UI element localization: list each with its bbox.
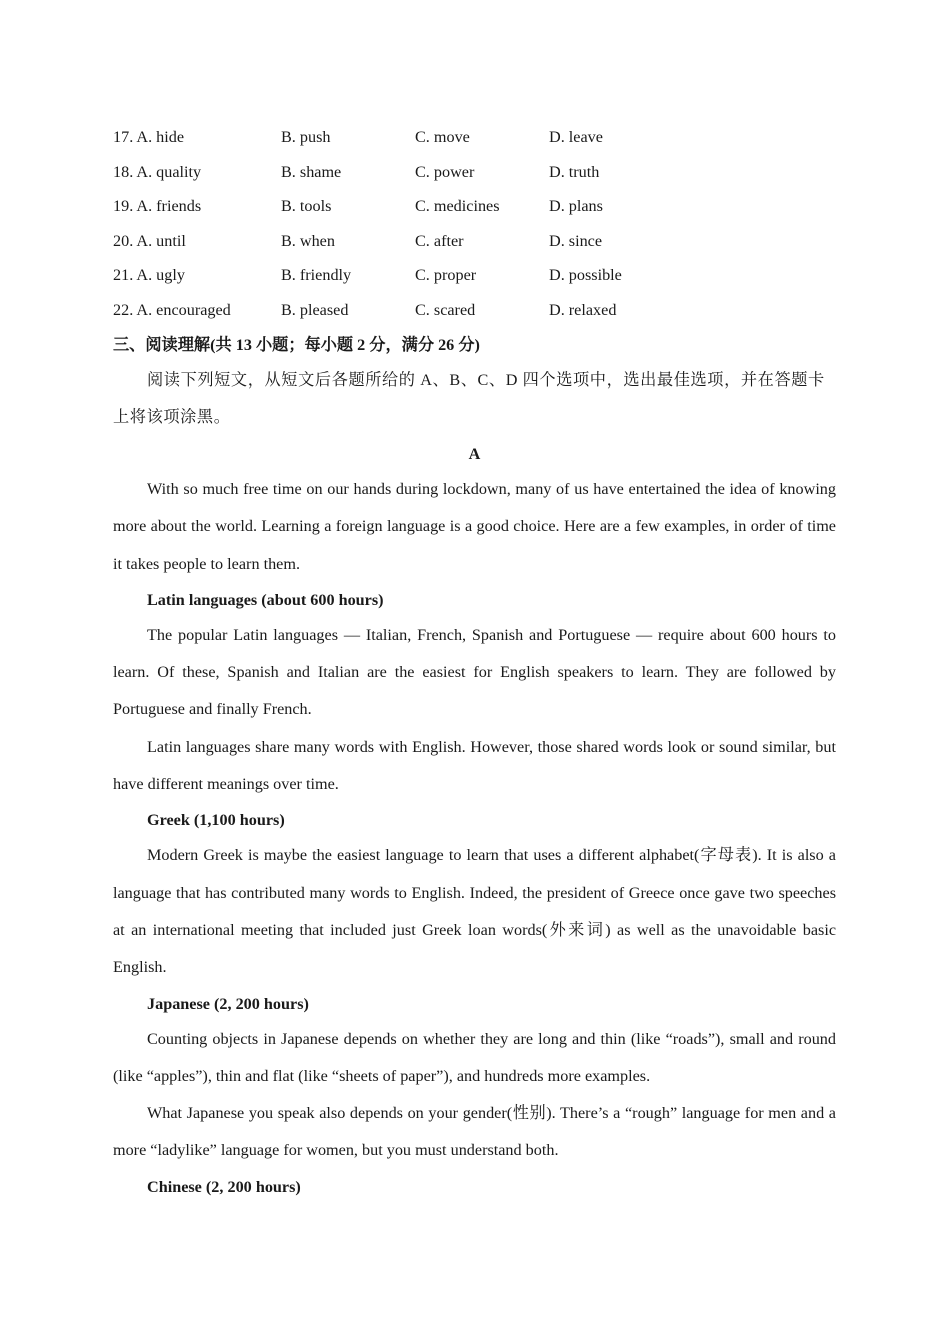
- option-b: B. tools: [281, 197, 332, 215]
- question-row: [113, 189, 836, 224]
- passage-title: A: [468, 445, 481, 463]
- option-d: D. since: [549, 231, 603, 250]
- question-row: [113, 120, 836, 155]
- option-d: D. relaxed: [549, 300, 617, 319]
- greek-paragraph: Modern Greek is maybe the easiest language to learn that uses a different alphabet(字母表). It is also a language that has contributed many words to English. Indeed, the president of Greece once gave two speeches at an international meeting that included just Greek loan words(外来词) as well as the unavoidable basic English.: [113, 846, 836, 977]
- question-row: [113, 155, 836, 190]
- subhead-japanese: Japanese (2, 200 hours): [147, 994, 309, 1013]
- option-c: C. power: [415, 162, 475, 181]
- section-instruction: 阅读下列短文，从短文后各题所给的 A、B、C、D 四个选项中，选出最佳选项，并在答题卡上将该项涂黑。: [113, 371, 825, 426]
- option-c: C. scared: [415, 300, 476, 319]
- option-b: B. when: [281, 231, 335, 250]
- question-row: [113, 293, 836, 328]
- question-row: [113, 224, 836, 259]
- latin-paragraph-2: Latin languages share many words with English. However, those shared words look or sound similar, but have different meanings over time.: [113, 737, 836, 794]
- japanese-paragraph-2: What Japanese you speak also depends on your gender(性别). There’s a “rough” language for men and a more “ladylike” language for women, but you must understand both.: [113, 1104, 836, 1160]
- option-a: 18. A. quality: [113, 162, 202, 181]
- passage-intro: With so much free time on our hands during lockdown, many of us have entertained the idea of knowing more about the world. Learning a foreign language is a good choice. Here are a few examples, in order of time it takes people to learn them.: [113, 480, 836, 573]
- option-b: B. push: [281, 128, 331, 146]
- exam-page: [113, 120, 836, 1204]
- option-c: C. move: [415, 128, 470, 146]
- question-list: [113, 120, 836, 327]
- japanese-paragraph-1: Counting objects in Japanese depends on whether they are long and thin (like “roads”), small and round (like “apples”), thin and flat (like “sheets of paper”), and hundreds more examples.: [113, 1029, 836, 1085]
- latin-paragraph-1: The popular Latin languages — Italian, French, Spanish and Portuguese — require about 600 hours to learn. Of these, Spanish and Italian are the easiest for English speakers to learn. They are followed by Portuguese and finally French.: [113, 625, 836, 719]
- option-a: 22. A. encouraged: [113, 300, 231, 319]
- option-d: D. truth: [549, 162, 600, 181]
- option-d: D. possible: [549, 266, 622, 284]
- subhead-greek: Greek (1,100 hours): [147, 811, 285, 830]
- subhead-latin: Latin languages (about 600 hours): [147, 590, 384, 609]
- option-a: 21. A. ugly: [113, 266, 185, 284]
- section-title: 三、阅读理解(共 13 小题；每小题 2 分，满分 26 分): [113, 336, 480, 354]
- option-c: C. after: [415, 231, 464, 250]
- option-c: C. medicines: [415, 197, 500, 215]
- option-d: D. leave: [549, 128, 603, 146]
- option-a: 19. A. friends: [113, 197, 202, 215]
- option-b: B. shame: [281, 162, 342, 181]
- option-b: B. pleased: [281, 300, 349, 319]
- option-c: C. proper: [415, 266, 477, 284]
- option-a: 20. A. until: [113, 231, 186, 250]
- option-a: 17. A. hide: [113, 128, 185, 146]
- question-row: [113, 258, 836, 293]
- option-d: D. plans: [549, 197, 603, 215]
- subhead-chinese: Chinese (2, 200 hours): [147, 1177, 301, 1196]
- option-b: B. friendly: [281, 266, 352, 284]
